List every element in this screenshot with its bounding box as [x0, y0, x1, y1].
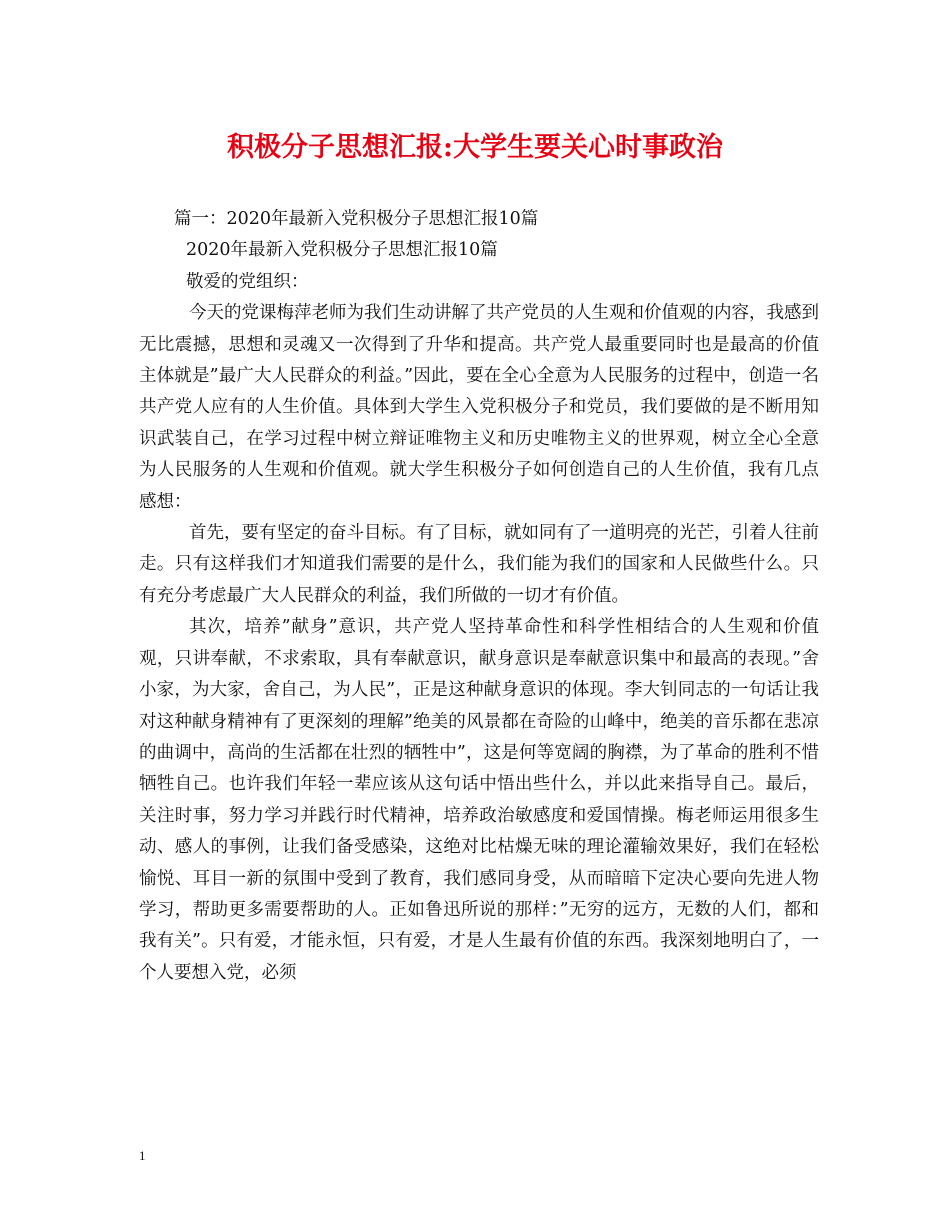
page-number: 1 [139, 1148, 146, 1163]
section-heading: 篇一：2020年最新入党积极分子思想汇报10篇 [174, 209, 539, 229]
document-title: 积极分子思想汇报:大学生要关心时事政治 [227, 132, 723, 163]
sub-heading: 2020年最新入党积极分子思想汇报10篇 [186, 240, 498, 261]
paragraph-1: 今天的党课梅萍老师为我们生动讲解了共产党员的人生观和价值观的内容，我感到无比震撼，思想和灵魂又一次得到了升华和提高。共产党人最重要同时也是最高的价值主体就是”最广大人民群众的利益。”因此，要在全心全意为人民服务的过程中，创造一名共产党人应有的人生价值。具体到大学生入党积极分子和党员，我们要做的是不断用知识武装自己，在学习过程中树立辩证唯物主义和历史唯物主义的世界观，树立全心全意为人民服务的人生观和价值观。就大学生积极分子如何创造自己的人生价值，我有几点感想： [139, 303, 819, 512]
paragraph-2: 首先，要有坚定的奋斗目标。有了目标，就如同有了一道明亮的光芒，引着人往前走。只有这样我们才知道我们需要的是什么，我们能为我们的国家和人民做些什么。只有充分考虑最广大人民群众的利益，我们所做的一切才有价值。 [139, 523, 819, 606]
document-body [139, 204, 819, 989]
salutation: 敬爱的党组织： [186, 271, 309, 292]
paragraph-3: 其次，培养”献身”意识，共产党人坚持革命性和科学性相结合的人生观和价值观，只讲奉献，不求索取，具有奉献意识，献身意识是奉献意识集中和最高的表现。”舍小家，为大家，舍自己，为人民”，正是这种献身意识的体现。李大钊同志的一句话让我对这种献身精神有了更深刻的理解”绝美的风景都在奇险的山峰中，绝美的音乐都在悲凉的曲调中，高尚的生活都在壮烈的牺牲中”，这是何等宽阔的胸襟，为了革命的胜利不惜牺牲自己。也许我们年轻一辈应该从这句话中悟出些什么，并以此来指导自己。最后，关注时事，努力学习并践行时代精神，培养政治敏感度和爱国情操。梅老师运用很多生动、感人的事例，让我们备受感染，这绝对比枯燥无味的理论灌输效果好，我们在轻松愉悦、耳目一新的氛围中受到了教育，我们感同身受，从而暗暗下定决心要向先进人物学习，帮助更多需要帮助的人。正如鲁迅所说的那样：”无穷的远方，无数的人们，都和我有关”。只有爱，才能永恒，只有爱，才是人生最有价值的东西。我深刻地明白了，一个人要想入党，必须 [139, 617, 819, 983]
